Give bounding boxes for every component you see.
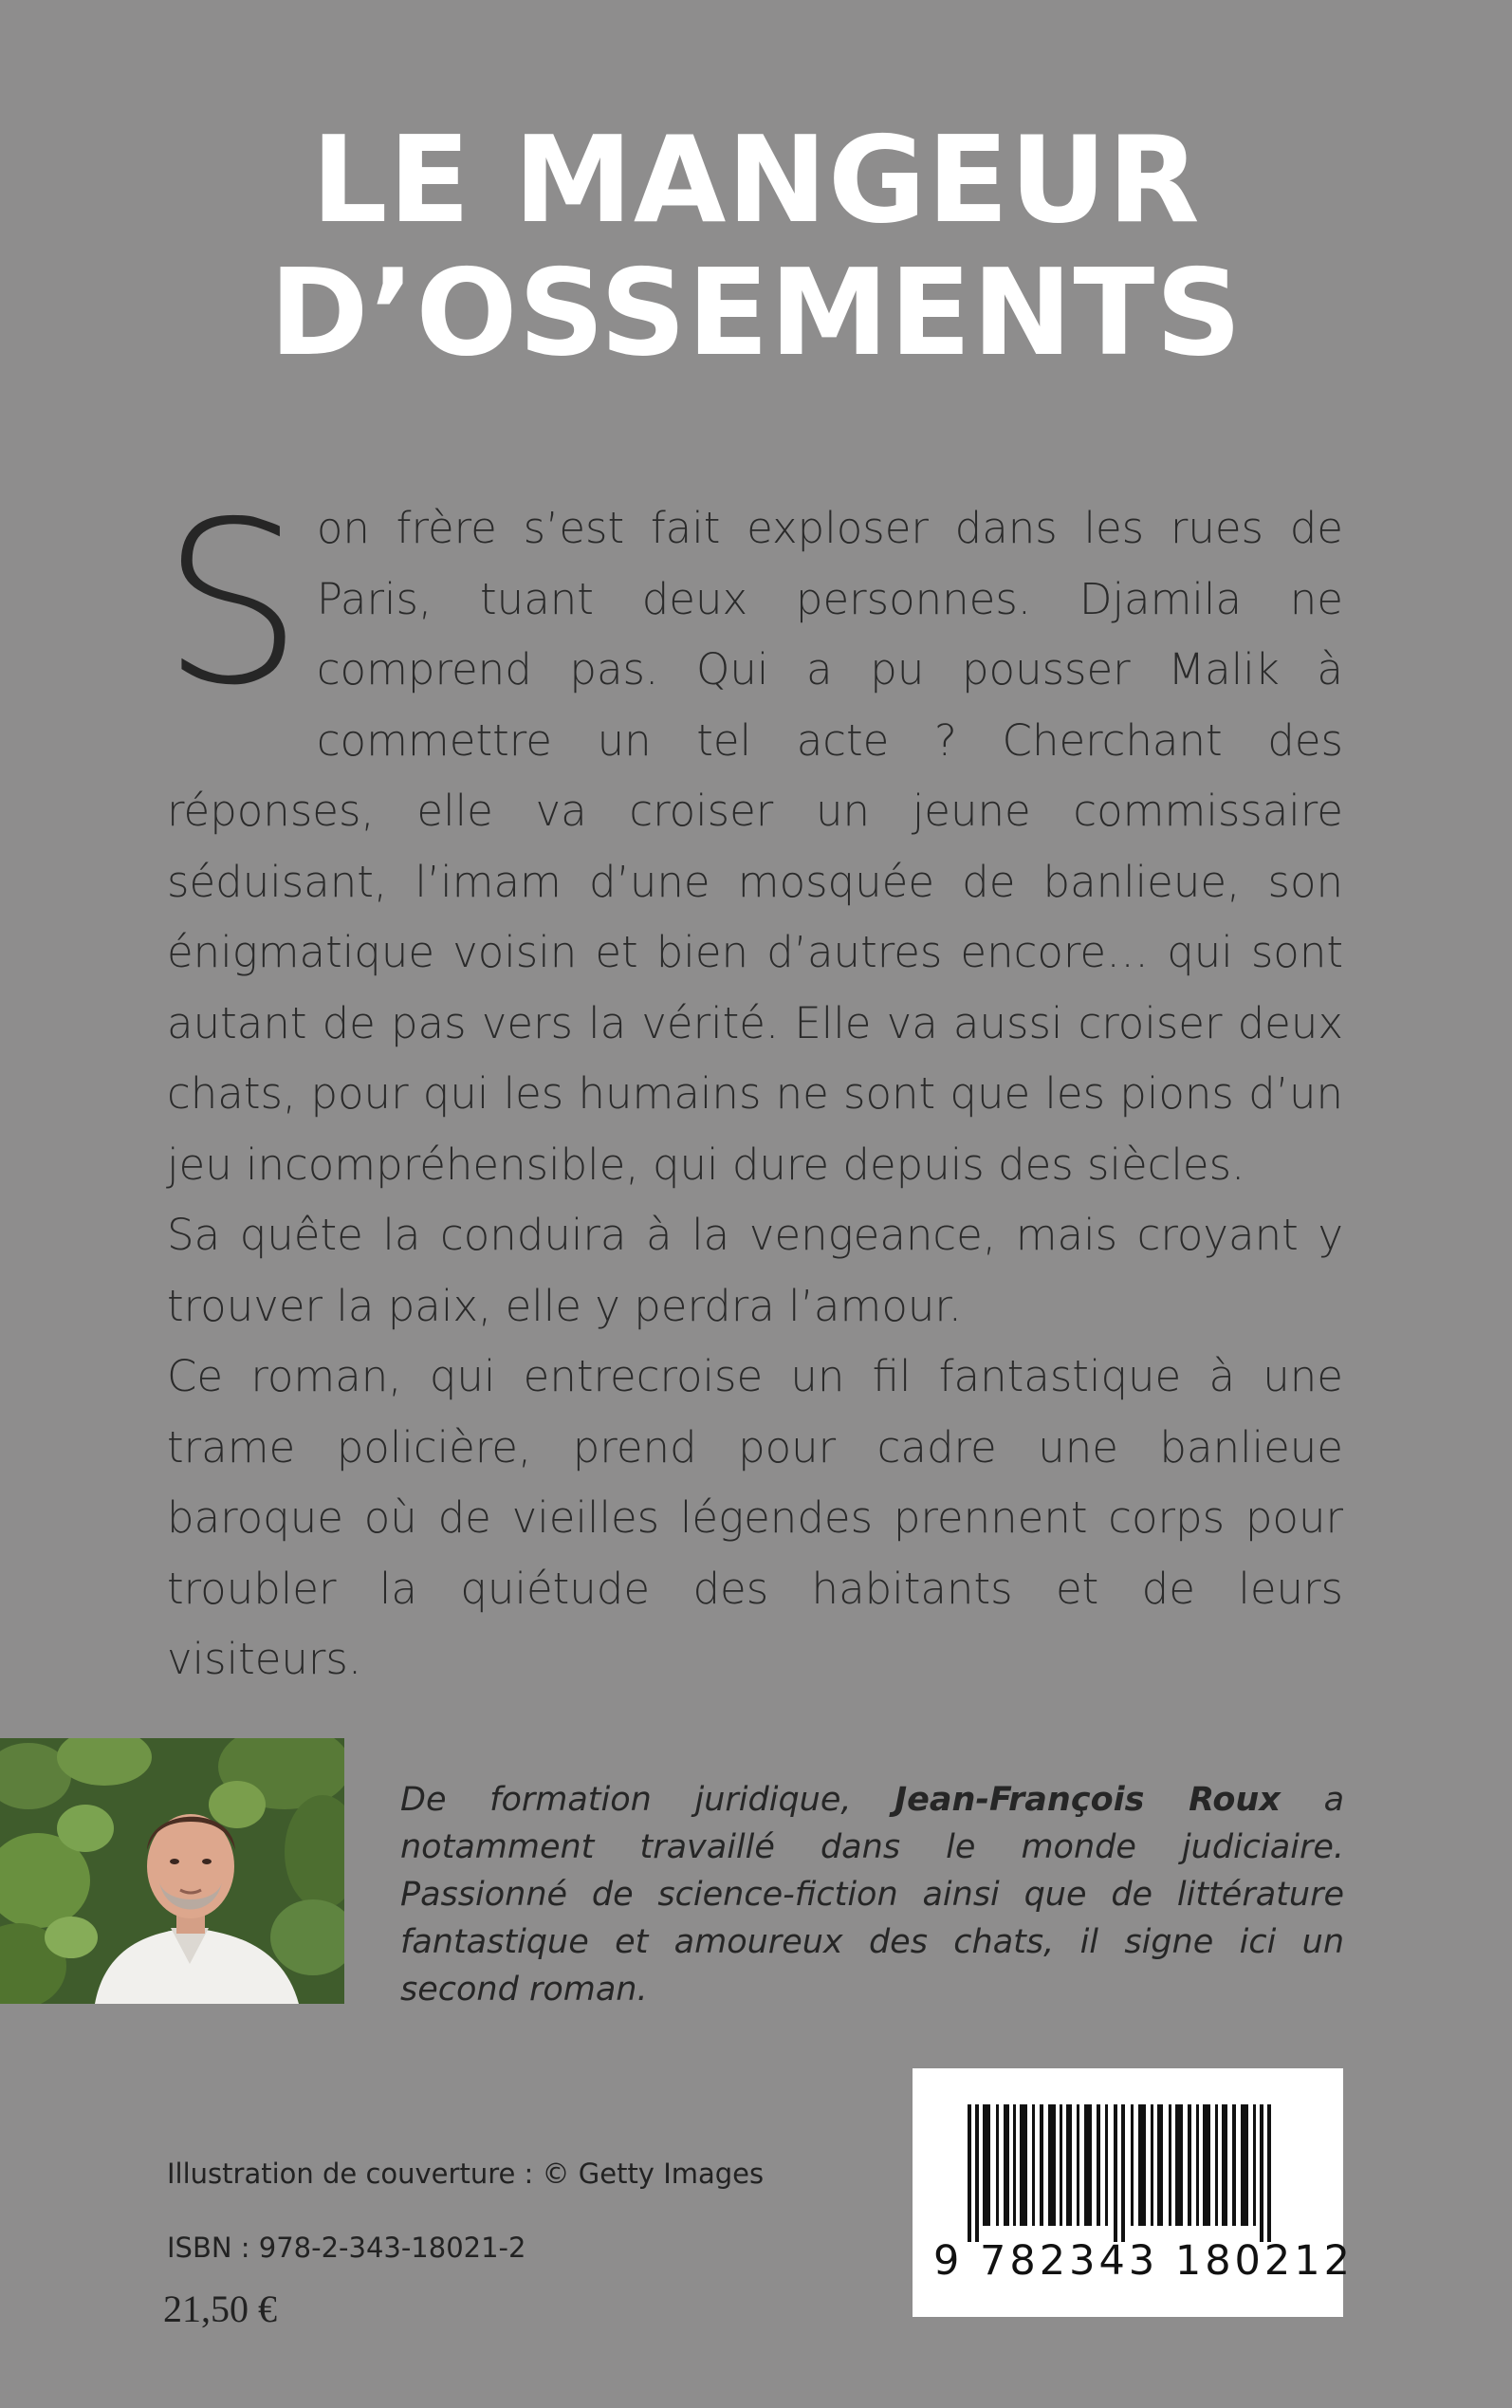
back-cover-blurb: [161, 473, 1343, 1695]
blurb-paragraph-1-text: on frère s’est fait exploser dans les rues de Paris, tuant deux personnes. Djamila ne comprend pas. Qui a pu pousser Malik à commettre un tel acte ? Cherchant des réponses, elle va croiser un jeune commissaire séduisant, l’imam d’une mosquée de banlieue, son énigmatique voisin et bien d’autres encore… qui sont autant de pas vers la vérité. Elle va aussi croiser deux chats, pour qui les humains ne sont que les pions d’un jeu incompréhensible, qui dure depuis des siècles.: [167, 503, 1343, 1190]
author-name: Jean-François Roux: [894, 1781, 1281, 1819]
author-bio-intro: De formation juridique,: [400, 1781, 895, 1819]
author-bio: [400, 1776, 1344, 2013]
book-title-line-2: D’OSSEMENTS: [268, 243, 1244, 382]
author-bio-rest: a notamment travaillé dans le monde judiciaire. Passionné de science-fiction ainsi que de littérature fantastique et amoureux des chats, il signe ici un second roman.: [400, 1781, 1345, 2009]
blurb-paragraph-1: [161, 473, 1343, 1200]
price: 21,50 €: [163, 2288, 277, 2330]
book-title-line-1: LE MANGEUR: [311, 110, 1201, 250]
author-photo: [0, 1738, 344, 2004]
barcode: [913, 2068, 1354, 2317]
isbn: ISBN : 978-2-343-18021-2: [167, 2232, 526, 2264]
blurb-paragraph-2: Sa quête la conduira à la vengeance, mais croyant y trouver la paix, elle y perdra l’amour.: [167, 1210, 1343, 1331]
blurb-paragraph-3: Ce roman, qui entrecroise un fil fantastique à une trame policière, prend pour cadre une banlieue baroque où de vieilles légendes prennent corps pour troubler la quiétude des habitants et de leurs visiteurs.: [167, 1351, 1343, 1684]
barcode-number: 9 782343 180212: [933, 2237, 1354, 2285]
drop-cap: S: [161, 473, 304, 734]
book-title: [0, 110, 1512, 382]
cover-illustration-credit: Illustration de couverture : © Getty Images: [167, 2158, 765, 2190]
